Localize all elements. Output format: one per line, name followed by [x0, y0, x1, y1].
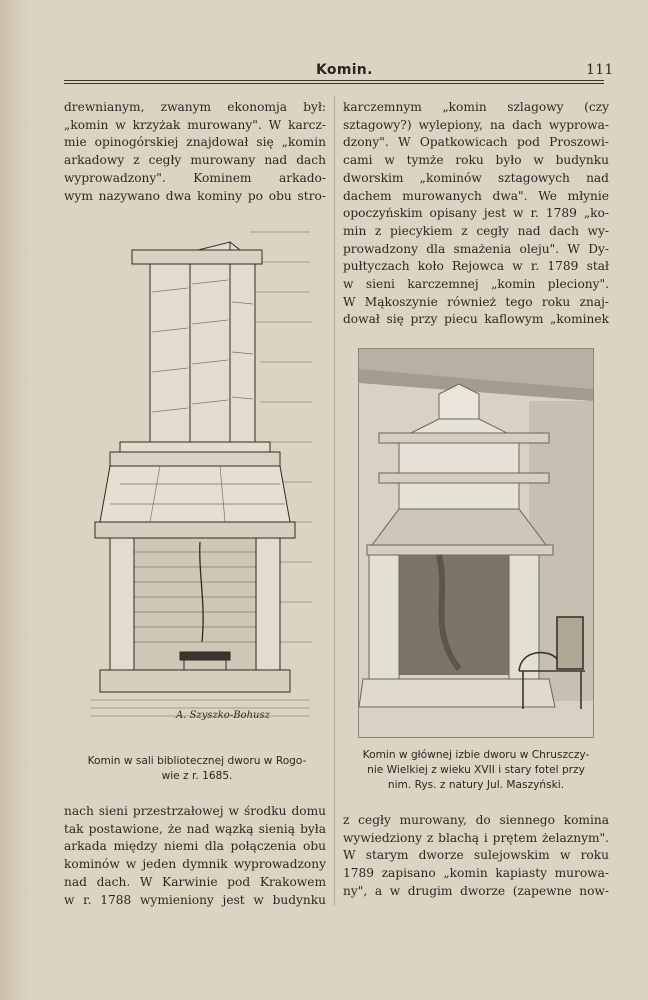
figure-caption-right	[343, 748, 609, 793]
figure-caption-left	[66, 754, 328, 784]
book-spine-shadow	[0, 0, 34, 1000]
text-line: opoczyńskim opisany jest w r. 1789 „ko-	[343, 206, 609, 221]
text-line: pułtyczach koło Rejowca w r. 1789 stał	[343, 259, 609, 274]
text-line: min z piecykiem z cegły nad dach wy-	[343, 223, 609, 238]
artist-signature: A. Szyszko-Bohusz	[176, 710, 270, 721]
text-line: arkadowy z cegły murowany nad dach	[64, 153, 326, 168]
text-line: cami w tymże roku było w budynku	[343, 153, 609, 168]
caption-line: Komin w głównej izbie dworu w Chruszczy-	[362, 749, 590, 761]
text-line: ny", a w drugim dworze (zapewne now-	[343, 883, 609, 898]
text-line: mie opinogórskiej znajdował się „komin	[64, 135, 326, 150]
text-line: W starym dworze sulejowskim w roku	[343, 848, 609, 863]
caption-line: nim. Rys. z natury Jul. Maszyński.	[387, 779, 565, 791]
text-line: nach sieni przestrzałowej w środku domu	[64, 804, 326, 818]
text-line: z cegły murowany, do siennego komina	[343, 813, 609, 827]
text-line: 1789 zapisano „komin kapiasty murowa-	[343, 866, 609, 881]
text-line: wywiedziony z blachą i prętem żelaznym".	[343, 830, 609, 845]
page-number: 111	[586, 62, 614, 78]
right-column-top-text	[343, 99, 609, 329]
fireplace-engraving-rogow	[80, 222, 320, 730]
running-header-title: Komin.	[316, 62, 373, 78]
left-column-top-text	[64, 99, 326, 205]
right-column-bottom-text	[343, 812, 609, 901]
text-line: „komin w krzyżak murowany". W karcz-	[64, 117, 326, 132]
text-line: karczemnym „komin szlagowy (czy	[343, 100, 609, 114]
text-line: tak postawione, że nad wązką sienią była	[64, 821, 326, 836]
text-line: nad dach. W Karwinie pod Krakowem	[64, 874, 326, 889]
column-divider	[334, 96, 335, 906]
text-line: w r. 1788 wymieniony jest w budynku	[64, 892, 326, 907]
text-line: wym nazywano dwa kominy po obu stro-	[64, 188, 326, 203]
fireplace-drawing-chruszczyna	[358, 348, 594, 738]
text-line: sztagowy?) wylepiony, na dach wyprowa-	[343, 117, 609, 132]
text-line: kominów w jeden dymnik wyprowadzony	[64, 857, 326, 872]
text-line: drewnianym, zwanym ekonomja był:	[64, 100, 326, 114]
caption-line: nie Wielkiej z wieku XVII i stary fotel przy	[367, 764, 585, 776]
text-line: dzony". W Opatkowicach pod Proszowi-	[343, 135, 609, 150]
header-rule-bottom	[64, 83, 604, 84]
text-line: dował się przy piecu kaflowym „kominek	[343, 312, 609, 327]
text-line: dachem murowanych dwa". We młynie	[343, 188, 609, 203]
text-line: dworskim „kominów sztagowych nad	[343, 170, 609, 185]
header-rule-top	[64, 80, 604, 81]
caption-line: Komin w sali bibliotecznej dworu w Rogo-	[87, 755, 307, 767]
text-line: prowadzony dla smażenia oleju". W Dy-	[343, 241, 609, 256]
left-column-bottom-text	[64, 803, 326, 909]
text-line: w sieni karczemnej „komin pleciony".	[343, 277, 609, 292]
caption-line: wie z r. 1685.	[161, 770, 233, 782]
text-line: arkada między niemi dla połączenia obu	[64, 839, 326, 854]
text-line: W Mąkoszynie również tego roku znaj-	[343, 294, 609, 309]
text-line: wyprowadzony". Kominem arkado-	[64, 170, 326, 185]
